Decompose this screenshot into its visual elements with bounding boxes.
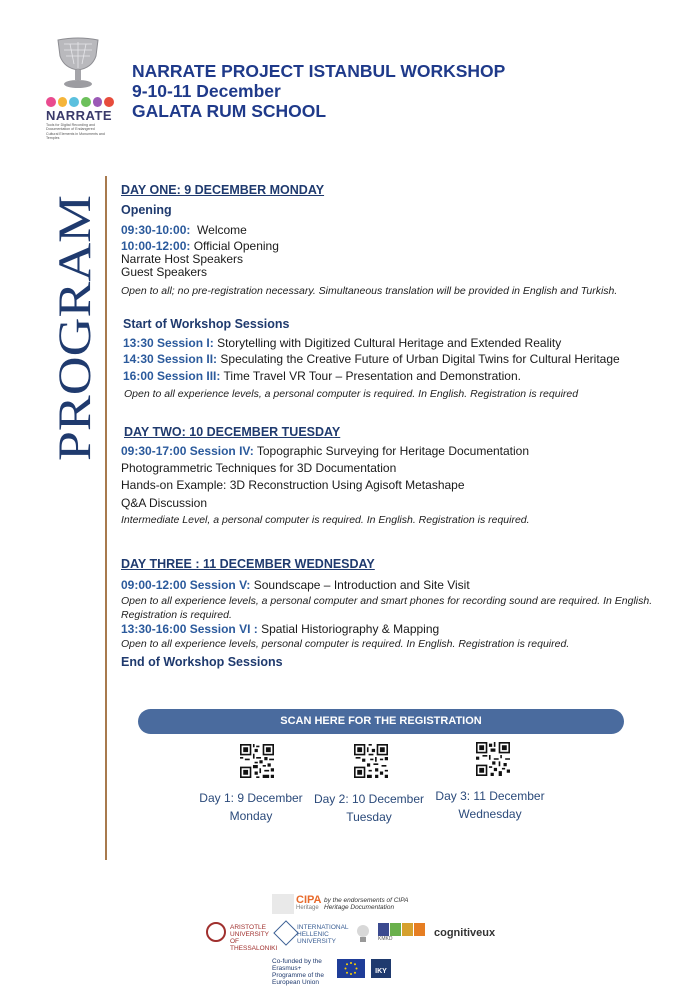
cipa-building-icon — [272, 894, 294, 914]
opening-heading: Opening — [121, 203, 172, 217]
official-time: 10:00-12:00: — [121, 239, 191, 253]
welcome-row — [121, 224, 247, 238]
session-4-row: 09:30-17:00 Session IV: Topographic Surveying for Heritage Documentation — [121, 444, 530, 458]
kmkd-logo: KMKD — [378, 923, 428, 943]
qr-label-day2: Day 2: 10 December Tuesday — [313, 792, 425, 824]
welcome-label: Welcome — [197, 223, 247, 237]
workshop-sessions-heading: Start of Workshop Sessions — [123, 317, 290, 331]
auth-logo: ARISTOTLE UNIVERSITY OF THESSALONIKI — [206, 922, 276, 944]
chalice-icon — [52, 34, 104, 90]
qr-code-day1[interactable] — [240, 744, 274, 778]
day-three-heading: DAY THREE : 11 DECEMBER WEDNESDAY — [121, 557, 375, 571]
color-dots — [46, 97, 114, 107]
ihu-logo: INTERNATIONAL HELLENIC UNIVERSITY — [277, 922, 349, 944]
program-vertical-title — [48, 192, 102, 464]
logo-name: NARRATE — [46, 108, 113, 123]
official-label: Official Opening — [193, 239, 279, 253]
guest-speakers: Guest Speakers — [121, 265, 208, 279]
cipa-logo: CIPA Heritage by the endorsements of CIPA Heritage Documentation — [272, 894, 432, 914]
program-divider-line — [105, 176, 107, 860]
auth-seal-icon — [206, 922, 226, 942]
session-2-row: 14:30 Session II: Speculating the Creative Future of Urban Digital Twins for Cultural Heritage — [123, 352, 620, 366]
page-title — [132, 61, 505, 121]
host-speakers: Narrate Host Speakers — [121, 252, 244, 266]
day2-note: Intermediate Level, a personal computer is required. In English. Registration is required. — [121, 514, 530, 526]
title-line-3: GALATA RUM SCHOOL — [132, 101, 327, 121]
narrate-logo — [44, 34, 114, 141]
session-6-row: 13:30-16:00 Session VI : Spatial Historiography & Mapping — [121, 622, 440, 636]
registration-banner: SCAN HERE FOR THE REGISTRATION — [138, 709, 624, 734]
cognitiveux-logo: cognitiveux — [434, 927, 496, 939]
qr-label-day1: Day 1: 9 December Monday — [199, 791, 303, 823]
day1-note-2: Open to all experience levels, a personal computer is required. In English. Registration is required — [124, 388, 579, 400]
title-line-1: NARRATE PROJECT ISTANBUL WORKSHOP — [132, 61, 506, 81]
welcome-time: 09:30-10:00: — [121, 223, 191, 237]
qr-label-day3: Day 3: 11 December Wednesday — [435, 789, 545, 821]
day3-note-1: Open to all experience levels, a personal computer and smart phones for recording sound are required. In English. Registration is required. — [121, 595, 653, 621]
erasmus-text: Co-funded by the Erasmus+ Programme of the European Union — [272, 958, 325, 986]
end-of-sessions: End of Workshop Sessions — [121, 655, 283, 669]
program-word-text: PROGRAM — [49, 228, 101, 461]
day2-line-2: Photogrammetric Techniques for 3D Documentation — [121, 461, 397, 475]
day1-note-1: Open to all; no pre-registration necessary. Simultaneous translation will be provided in English and Turkish. — [121, 285, 618, 297]
bulb-logo-icon — [355, 925, 371, 943]
day-two-heading: DAY TWO: 10 DECEMBER TUESDAY — [124, 425, 341, 439]
day3-note-2: Open to all experience levels, personal computer is required. In English. Registration is required. — [121, 638, 570, 650]
session-5-row: 09:00-12:00 Session V: Soundscape – Introduction and Site Visit — [121, 578, 470, 592]
eu-flag-icon — [337, 959, 365, 978]
session-1-row: 13:30 Session I: Storytelling with Digitized Cultural Heritage and Extended Reality — [123, 336, 562, 350]
day-one-heading: DAY ONE: 9 DECEMBER MONDAY — [121, 183, 325, 197]
logo-tagline: Tools for Digital Recording and Documentation of Endangered Cultural Elements in Monuments and Temples — [46, 123, 105, 141]
ihu-emblem-icon — [273, 920, 298, 945]
qr-code-day2[interactable] — [354, 744, 388, 778]
qr-code-day3[interactable] — [476, 742, 510, 776]
day2-line-4: Q&A Discussion — [121, 496, 208, 510]
session-3-row: 16:00 Session III: Time Travel VR Tour – Presentation and Demonstration. — [123, 369, 521, 383]
title-line-2: 9-10-11 December — [132, 81, 281, 101]
day2-line-3: Hands-on Example: 3D Reconstruction Using Agisoft Metashape — [121, 478, 465, 492]
iky-logo: IKY — [371, 959, 391, 978]
